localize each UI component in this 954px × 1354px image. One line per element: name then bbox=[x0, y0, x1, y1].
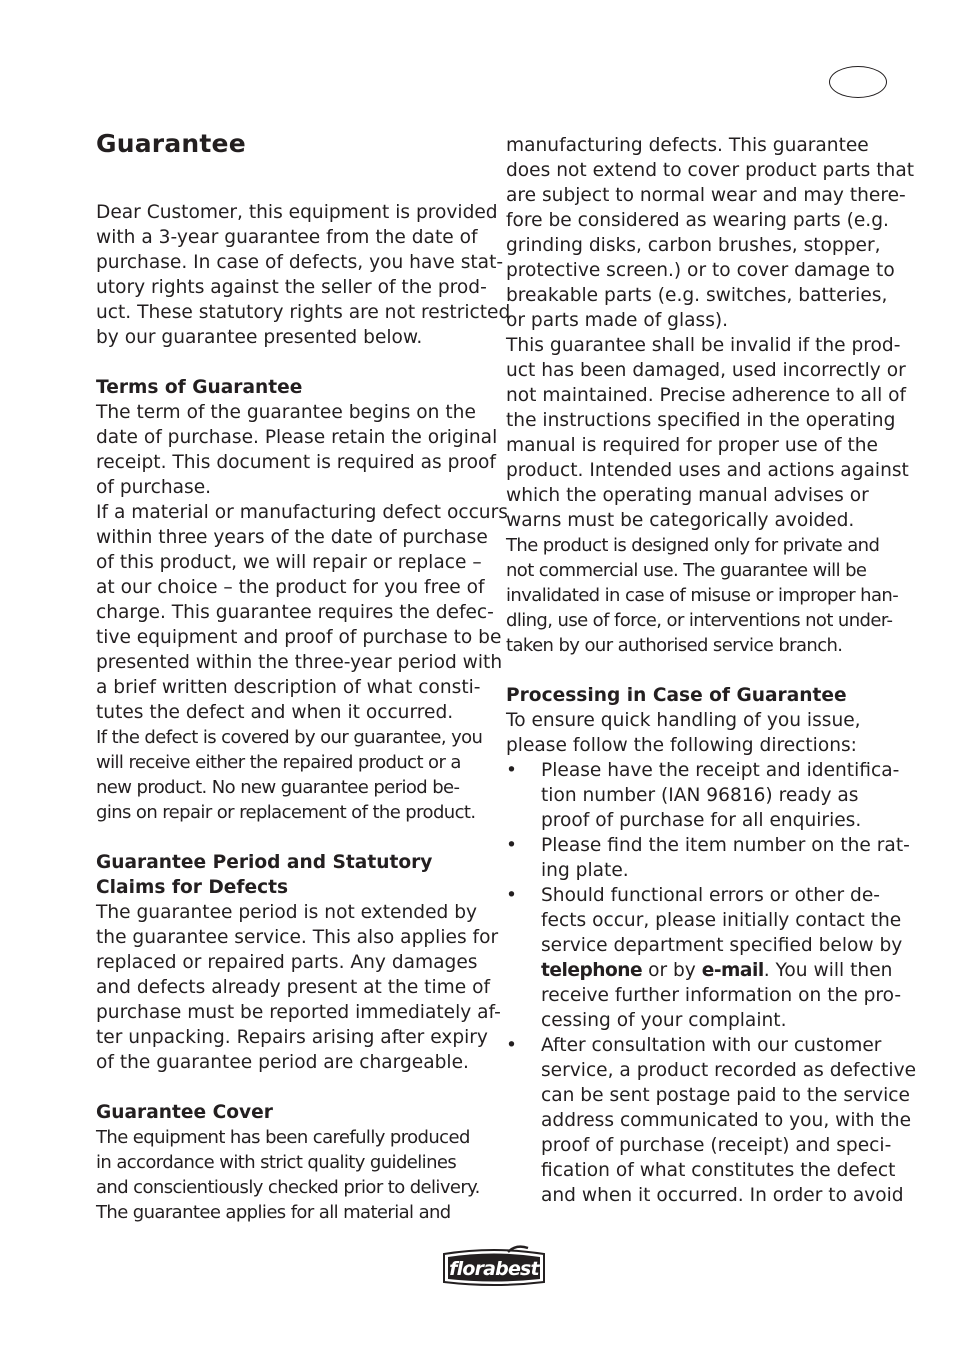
terms-heading: Terms of Guarantee bbox=[96, 377, 303, 398]
email-label: e-mail bbox=[701, 960, 764, 981]
cover-heading: Guarantee Cover bbox=[96, 1102, 273, 1123]
period-paragraph: The guarantee period is not extended by the guarantee service. This also applies for replaced or repaired parts. Any damages and defects already present at the time of purchase must be reported immediately af- ter unpacking. Repairs arising after expiry of the guarantee period are chargeable. bbox=[96, 902, 501, 1073]
bullet-icon: • bbox=[506, 835, 517, 856]
cover-continued-paragraph: manufacturing defects. This guarantee does not extend to cover product parts that are subject to normal wear and may there- fore be considered as wearing parts (e.g. grinding disks, carbon brushes, stopper, protective screen.) or to cover damage to breakable parts (e.g. switches, batteries, or parts made of glass). bbox=[506, 135, 915, 331]
processing-heading: Processing in Case of Guarantee bbox=[506, 685, 847, 706]
cover-paragraph: The equipment has been carefully produced in accordance with strict quality guidelines and conscientiously checked prior to delivery. The guarantee applies for all material and bbox=[96, 1127, 480, 1223]
spacer bbox=[506, 658, 894, 683]
right-column bbox=[506, 133, 917, 1208]
telephone-label: telephone bbox=[541, 960, 643, 981]
bullet-icon: • bbox=[506, 1035, 517, 1056]
private-use-paragraph: The product is designed only for private and not commercial use. The guarantee will be invalidated in case of misuse or improper han- dling, use of force, or interventions not under- taken by our authorised service branch. bbox=[506, 535, 899, 656]
list-item: • Please find the item number on the rat- ing plate. bbox=[506, 835, 910, 881]
spacer bbox=[96, 1075, 484, 1100]
left-column bbox=[96, 128, 511, 1225]
contact-line: telephone or by e-mail. You will then bbox=[541, 960, 893, 981]
terms-paragraph-2: If a material or manufacturing defect occurs within three years of the date of purchase of this product, we will repair or replace – at our choice – the product for you free of charge. This guarantee requires the defec- tive equipment and proof of purchase to be presented within the three-year period with a brief written description of what consti- tutes the defect and when it occurred. bbox=[96, 502, 508, 723]
logo-text: florabest bbox=[449, 1258, 539, 1280]
list-item: • After consultation with our customer service, a product recorded as defective can be sent postage paid to the service address communicated to you, with the proof of purchase (receipt) and speci- fication of what constitutes the defect and when it occurred. In order to avoid bbox=[506, 1035, 917, 1206]
florabest-logo-icon bbox=[438, 1244, 550, 1288]
intro-paragraph: Dear Customer, this equipment is provided with a 3-year guarantee from the date of purchase. In case of defects, you have stat- utory rights against the seller of the prod- uct. These statutory rights are not restricted by our guarantee presented below. bbox=[96, 202, 511, 348]
terms-paragraph-3: If the defect is covered by our guarantee, you will receive either the repaired product or a new product. No new guarantee period be- gins on repair or replacement of the product. bbox=[96, 727, 483, 823]
processing-intro: To ensure quick handling of you issue, please follow the following directions: bbox=[506, 710, 861, 756]
terms-paragraph-1: The term of the guarantee begins on the date of purchase. Please retain the original receipt. This document is required as proof of purchase. bbox=[96, 402, 498, 498]
spacer bbox=[96, 825, 484, 850]
florabest-logo bbox=[438, 1244, 550, 1288]
spacer bbox=[96, 350, 484, 375]
period-heading: Guarantee Period and Statutory Claims for Defects bbox=[96, 852, 433, 898]
invalid-paragraph: This guarantee shall be invalid if the prod- uct has been damaged, used incorrectly or not maintained. Precise adherence to all of the instructions specified in the operating manual is required for proper use of the product. Intended uses and actions against which the operating manual advises or warns must be categorically avoided. bbox=[506, 335, 909, 531]
list-item: • Please have the receipt and identifica- tion number (IAN 96816) ready as proof of purchase for all enquiries. bbox=[506, 760, 900, 831]
page-title: Guarantee bbox=[96, 129, 246, 158]
processing-steps-list bbox=[506, 758, 917, 1208]
bullet-icon: • bbox=[506, 885, 517, 906]
list-item: • Should functional errors or other de- fects occur, please initially contact the service department specified below by telephone or by e-mail. You will then receive further information on the pro- cessing of your complaint. bbox=[506, 885, 903, 1031]
language-tab-oval bbox=[829, 66, 887, 98]
bullet-icon: • bbox=[506, 760, 517, 781]
